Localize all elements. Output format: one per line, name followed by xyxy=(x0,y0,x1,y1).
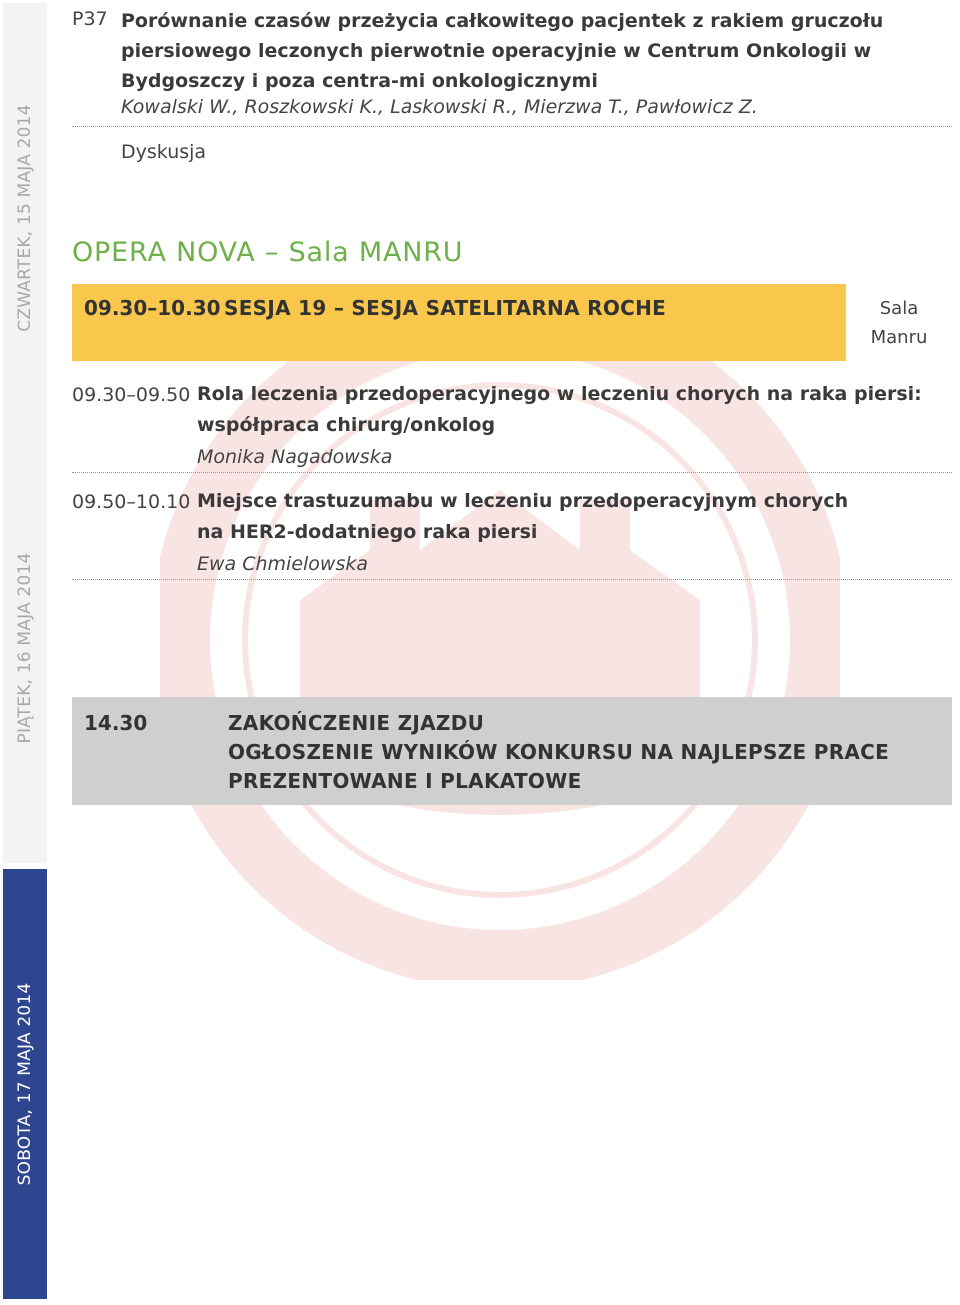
poster-code: P37 xyxy=(72,8,108,30)
talk-title-line: Miejsce trastuzumabu w leczeniu przedoperacyjnym chorych xyxy=(197,490,849,512)
day-tab-friday[interactable] xyxy=(3,433,47,863)
poster-authors: Kowalski W., Roszkowski K., Laskowski R., Mierzwa T., Pawłowicz Z. xyxy=(121,96,758,118)
closing-announcement: OGŁOSZENIE WYNIKÓW KONKURSU NA NAJLEPSZE PRACE xyxy=(228,740,890,764)
session-title: SESJA 19 – SESJA SATELITARNA ROCHE xyxy=(224,296,667,320)
session-time: 09.30–10.30 xyxy=(84,296,221,320)
talk-title xyxy=(197,379,922,441)
session-room xyxy=(846,284,952,361)
talk-time: 09.30–09.50 xyxy=(72,384,191,406)
talk-speaker: Ewa Chmielowska xyxy=(197,553,368,575)
room-line: Manru xyxy=(870,327,928,348)
room-line: Sala xyxy=(879,298,919,319)
talk-title-line: na HER2-dodatniego raka piersi xyxy=(197,521,538,543)
closing-time: 14.30 xyxy=(84,711,148,735)
closing-announcement: PREZENTOWANE I PLAKATOWE xyxy=(228,769,582,793)
day-tab-saturday[interactable] xyxy=(3,869,47,1299)
talk-title-line: współpraca chirurg/onkolog xyxy=(197,414,496,436)
divider xyxy=(72,472,952,473)
discussion-label: Dyskusja xyxy=(121,141,207,163)
day-tab-label: PIĄTEK, 16 MAJA 2014 xyxy=(15,552,35,744)
talk-speaker: Monika Nagadowska xyxy=(197,446,393,468)
divider xyxy=(72,126,952,127)
day-tab-label: SOBOTA, 17 MAJA 2014 xyxy=(15,982,35,1186)
talk-title xyxy=(197,486,848,548)
talk-title-line: Rola leczenia przedoperacyjnego w leczeniu chorych na raka piersi: xyxy=(197,383,922,405)
day-tab-thursday[interactable] xyxy=(3,3,47,433)
talk-time: 09.50–10.10 xyxy=(72,491,191,513)
closing-title: ZAKOŃCZENIE ZJAZDU xyxy=(228,711,485,735)
day-tab-label: CZWARTEK, 15 MAJA 2014 xyxy=(15,104,35,332)
divider xyxy=(72,579,952,580)
poster-title: Porównanie czasów przeżycia całkowitego pacjentek z rakiem gruczołu piersiowego leczonych pierwotnie operacyjnie w Centrum Onkologii w Bydgoszczy i poza centra-mi onkologicznymi xyxy=(121,10,884,92)
venue-heading: OPERA NOVA – Sala MANRU xyxy=(72,237,464,268)
